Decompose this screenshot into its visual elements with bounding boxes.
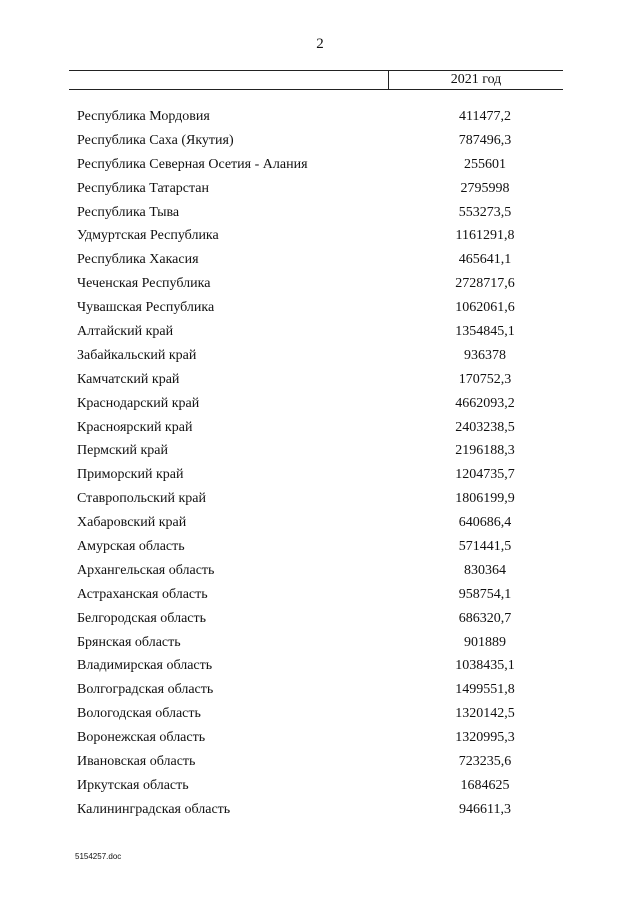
- table-row: [0, 702, 640, 726]
- region-name: Ивановская область: [77, 754, 196, 770]
- table-row: [0, 296, 640, 320]
- region-value: 936378: [464, 347, 506, 363]
- region-value: 1320995,3: [455, 730, 515, 746]
- region-name: Владимирская область: [77, 658, 213, 674]
- document-id: 5154257.doc: [75, 852, 122, 861]
- table-row: [0, 774, 640, 798]
- region-value: 411477,2: [459, 109, 511, 124]
- region-value: 958754,1: [458, 586, 512, 602]
- region-name: Астраханская область: [77, 586, 208, 602]
- region-value: 1204735,7: [455, 467, 515, 483]
- region-name: Хабаровский край: [77, 515, 187, 531]
- table-row: [0, 416, 640, 440]
- region-value: 1062061,6: [455, 300, 515, 316]
- region-value: 1038435,1: [455, 658, 515, 674]
- table-row: [0, 153, 640, 177]
- region-value: 1161291,8: [455, 228, 515, 244]
- region-value: 255601: [464, 156, 506, 172]
- region-name: Республика Мордовия: [77, 109, 210, 124]
- region-name: Республика Тыва: [77, 204, 180, 220]
- column-header-year: 2021 год: [450, 72, 502, 87]
- region-value: 1684625: [460, 777, 510, 793]
- table-row: [0, 726, 640, 750]
- table-row: [0, 272, 640, 296]
- region-value: 901889: [464, 634, 506, 650]
- table-row: [0, 224, 640, 248]
- region-name: Белгородская область: [77, 610, 207, 626]
- region-name: Удмуртская Республика: [77, 228, 219, 244]
- region-name: Амурская область: [77, 539, 185, 555]
- region-value: 2795998: [460, 180, 510, 196]
- region-value: 2196188,3: [455, 443, 515, 459]
- table-row: [0, 248, 640, 272]
- region-name: Красноярский край: [77, 419, 193, 435]
- region-value: 1354845,1: [455, 324, 515, 340]
- region-name: Вологодская область: [77, 706, 201, 722]
- table-row: [0, 798, 640, 822]
- region-value: 571441,5: [458, 539, 512, 555]
- region-value: 787496,3: [458, 132, 512, 148]
- table-header-rule: [69, 89, 563, 90]
- region-value: 723235,6: [458, 754, 512, 770]
- region-name: Камчатский край: [77, 371, 180, 387]
- region-name: Республика Татарстан: [77, 180, 210, 196]
- table-row: [0, 201, 640, 225]
- table-row: [0, 320, 640, 344]
- region-name: Республика Северная Осетия - Алания: [77, 156, 308, 172]
- table-row: [0, 535, 640, 559]
- region-name: Краснодарский край: [77, 395, 200, 411]
- table-row: [0, 105, 640, 129]
- region-name: Волгоградская область: [77, 682, 214, 698]
- table-row: [0, 750, 640, 774]
- region-value: 1806199,9: [455, 491, 515, 507]
- table-row: [0, 463, 640, 487]
- table-row: [0, 487, 640, 511]
- region-value: 686320,7: [458, 610, 512, 626]
- region-value: 946611,3: [459, 801, 511, 817]
- table-row: [0, 439, 640, 463]
- table-row: [0, 129, 640, 153]
- region-name: Республика Хакасия: [77, 252, 199, 268]
- region-name: Архангельская область: [77, 562, 215, 578]
- region-name: Алтайский край: [77, 324, 174, 340]
- region-value: 2728717,6: [455, 276, 515, 292]
- table-row: [0, 344, 640, 368]
- table-row: [0, 678, 640, 702]
- region-value: 640686,4: [458, 515, 512, 531]
- region-name: Чеченская Республика: [77, 276, 211, 292]
- region-name: Иркутская область: [77, 777, 189, 793]
- region-value: 830364: [464, 562, 506, 578]
- table-row: [0, 607, 640, 631]
- region-value: 465641,1: [458, 252, 512, 268]
- table-row: [0, 511, 640, 535]
- region-value: 1499551,8: [455, 682, 515, 698]
- region-value: 553273,5: [458, 204, 512, 220]
- table-row: [0, 654, 640, 678]
- region-name: Воронежская область: [77, 730, 206, 746]
- page-number: 2: [316, 36, 324, 52]
- table-row: [0, 368, 640, 392]
- region-name: Брянская область: [77, 634, 181, 650]
- region-value: 4662093,2: [455, 395, 515, 411]
- region-name: Калининградская область: [77, 801, 231, 817]
- region-name: Приморский край: [77, 467, 184, 483]
- table-row: [0, 583, 640, 607]
- table-body: [0, 105, 640, 822]
- region-name: Забайкальский край: [77, 347, 197, 363]
- table-row: [0, 392, 640, 416]
- region-name: Пермский край: [77, 443, 168, 459]
- region-value: 170752,3: [458, 371, 512, 387]
- region-name: Республика Саха (Якутия): [77, 132, 234, 148]
- region-value: 1320142,5: [455, 706, 515, 722]
- region-value: 2403238,5: [455, 419, 515, 435]
- table-row: [0, 631, 640, 655]
- table-row: [0, 177, 640, 201]
- region-name: Ставропольский край: [77, 491, 206, 507]
- table-row: [0, 559, 640, 583]
- region-name: Чувашская Республика: [77, 300, 215, 316]
